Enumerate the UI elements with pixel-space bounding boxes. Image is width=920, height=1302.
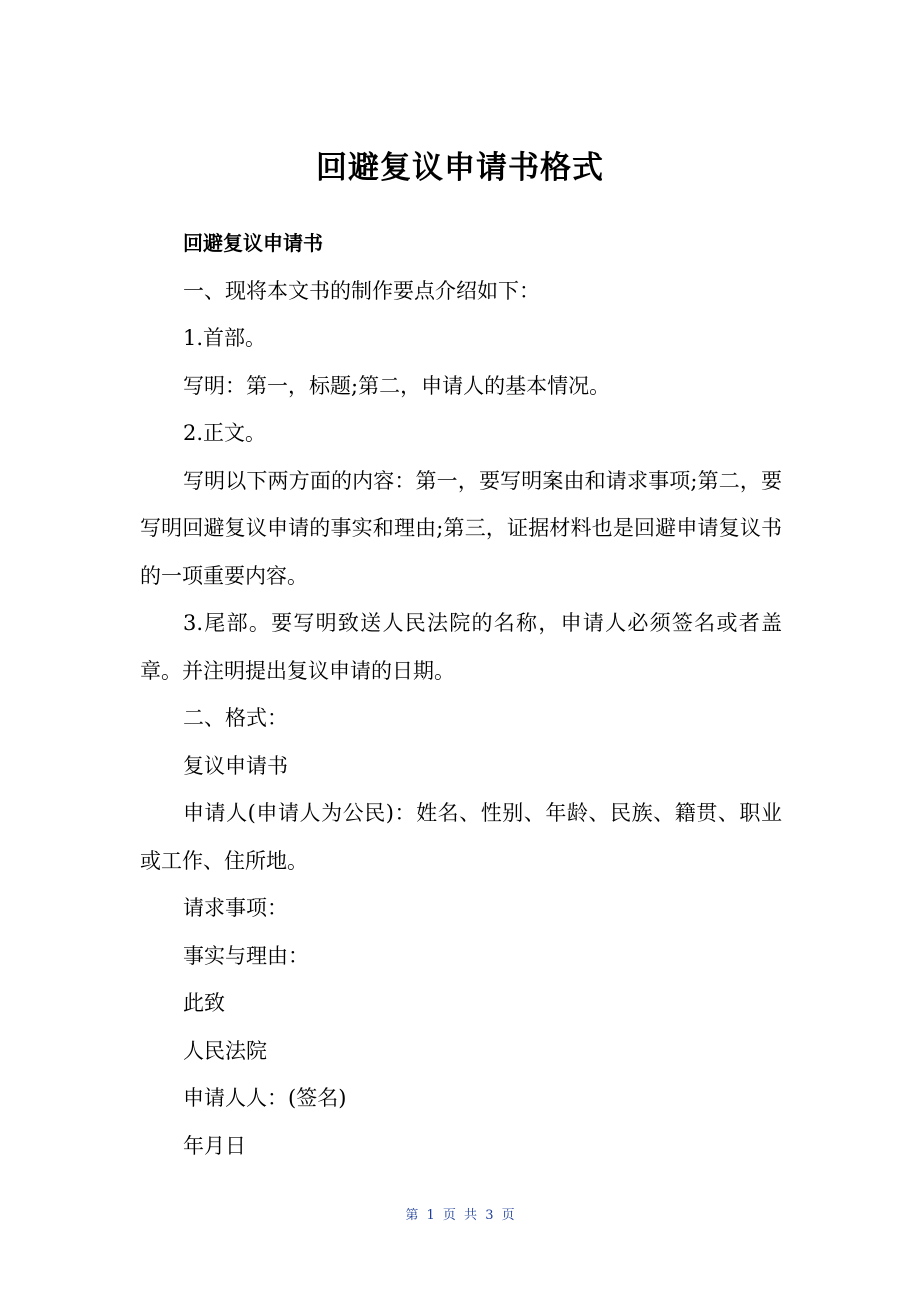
- paragraph-court: 人民法院: [183, 1038, 267, 1063]
- paragraph-salutation: 此致: [183, 991, 225, 1015]
- document-body: [140, 220, 782, 1170]
- paragraph-signature: 申请人人：(签名): [183, 1086, 347, 1110]
- paragraph-format-heading: 二、格式：: [183, 706, 288, 730]
- paragraph-requests: 请求事项：: [183, 896, 288, 920]
- paragraph-ending-section: 3.尾部。要写明致送人民法院的名称，申请人必须签名或者盖章。并注明提出复议申请的日期。: [140, 611, 782, 683]
- paragraph-applicant: 申请人(申请人为公民)：姓名、性别、年龄、民族、籍贯、职业或工作、住所地。: [140, 801, 782, 873]
- paragraph-facts: 事实与理由：: [183, 943, 309, 968]
- paragraph-body-content: 写明以下两方面的内容：第一，要写明案由和请求事项;第二，要写明回避复议申请的事实和理由;第三，证据材料也是回避申请复议书的一项重要内容。: [140, 468, 782, 588]
- paragraph-header-content: 写明：第一，标题;第二，申请人的基本情况。: [183, 373, 611, 398]
- paragraph-body-section: 2.正文。: [183, 421, 267, 445]
- paragraph-intro: 一、现将本文书的制作要点介绍如下：: [183, 278, 540, 303]
- section-subtitle: 回避复议申请书: [183, 231, 323, 255]
- paragraph-date: 年月日: [183, 1133, 246, 1158]
- paragraph-header-section: 1.首部。: [183, 326, 267, 350]
- paragraph-form-title: 复议申请书: [183, 753, 288, 778]
- document-title: 回避复议申请书格式: [316, 150, 604, 186]
- page-number-footer: 第 1 页 共 3 页: [405, 1208, 515, 1223]
